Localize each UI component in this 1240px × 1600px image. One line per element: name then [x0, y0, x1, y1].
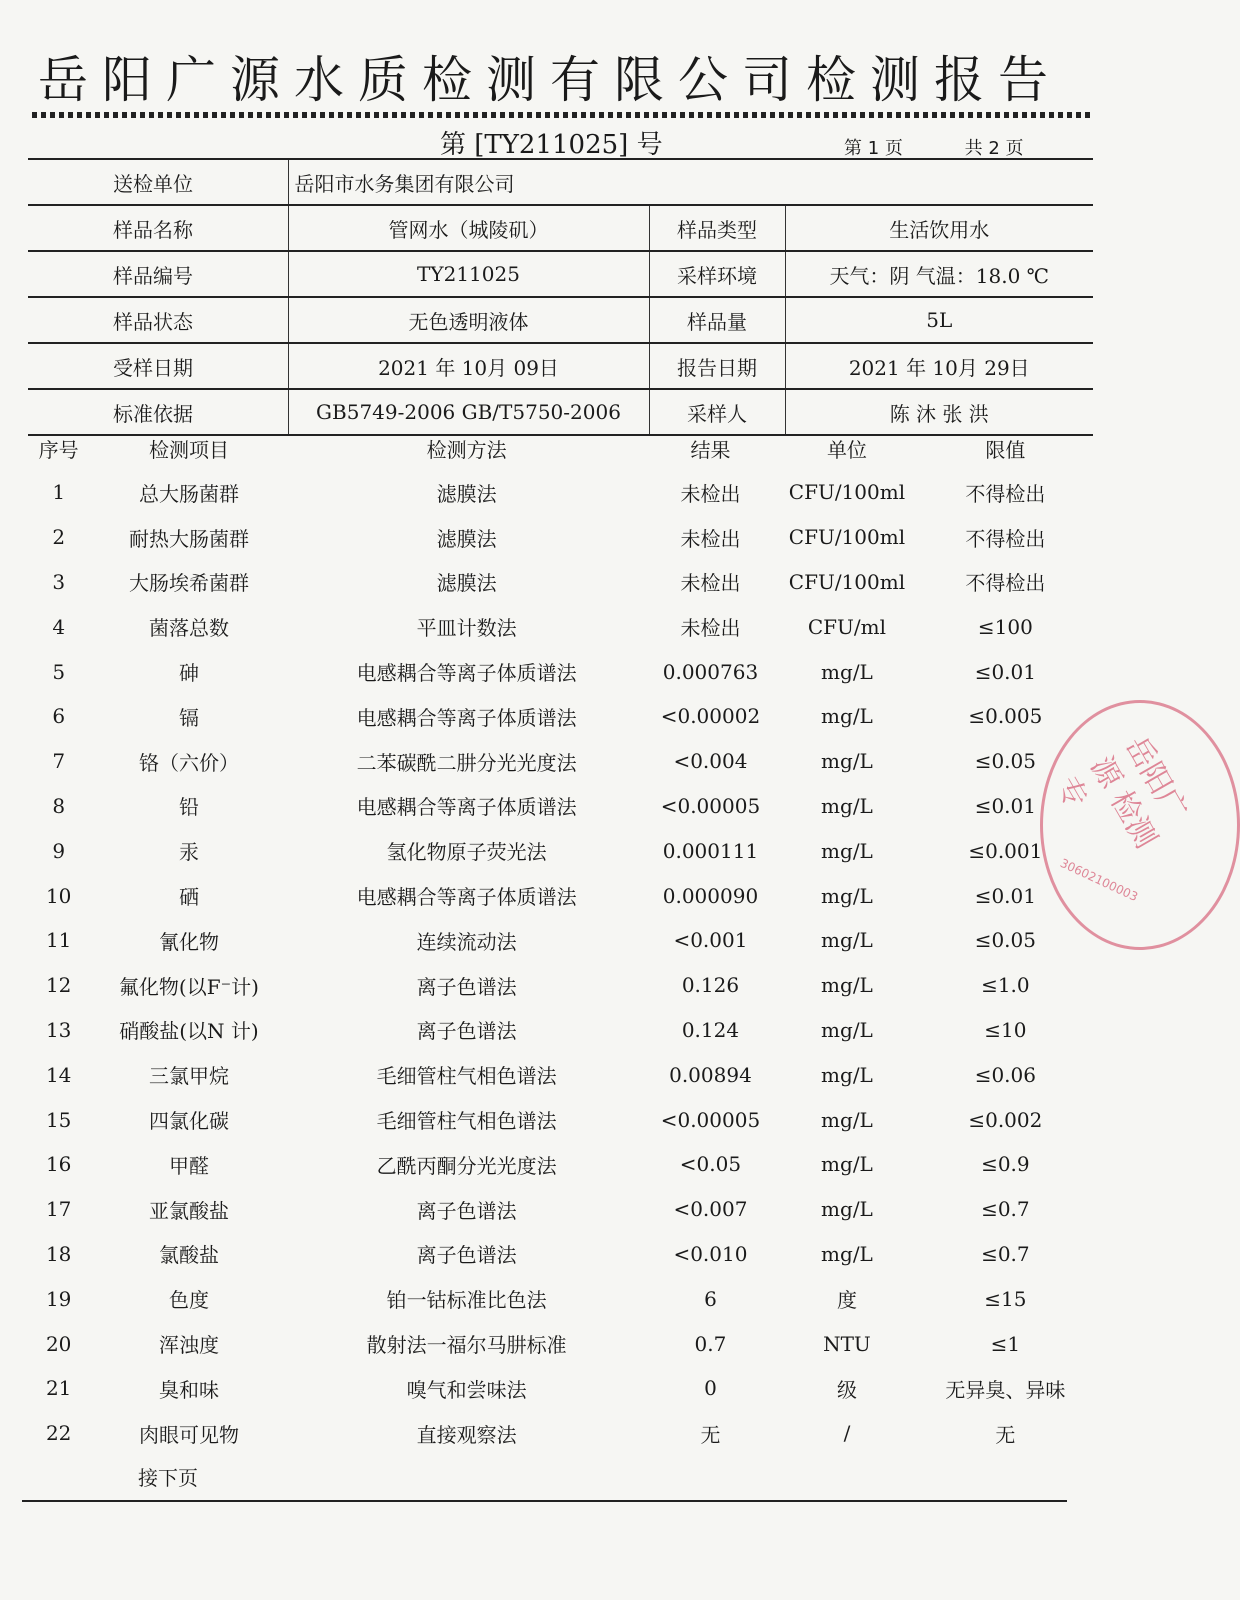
- cell-limit: ≤0.06: [974, 1062, 1036, 1087]
- cell-method: 离子色谱法: [416, 1019, 517, 1044]
- cell-item: 铬（六价）: [138, 750, 239, 775]
- cell-unit: mg/L: [821, 749, 873, 774]
- cell-index: 2: [52, 525, 66, 550]
- amount-label: 样品量: [649, 297, 785, 343]
- cell-index: 11: [45, 928, 72, 953]
- cell-result: 0.000763: [662, 659, 759, 684]
- cell-limit: 不得检出: [965, 571, 1046, 596]
- cell-method: 电感耦合等离子体质谱法: [356, 661, 577, 686]
- standard-label: 标准依据: [28, 389, 288, 435]
- cell-method: 离子色谱法: [416, 974, 517, 999]
- cell-item: 亚氯酸盐: [148, 1198, 229, 1223]
- cell-limit: ≤0.01: [974, 883, 1036, 908]
- cell-method: 直接观察法: [416, 1422, 517, 1447]
- cell-result: 6: [704, 1286, 717, 1311]
- cell-unit: mg/L: [821, 659, 873, 684]
- cell-unit: CFU/ml: [807, 614, 887, 639]
- cell-result: <0.00002: [660, 704, 761, 729]
- continue-note: 接下页: [138, 1466, 198, 1490]
- cell-result: 0.126: [681, 973, 740, 998]
- cell-index: 10: [45, 883, 72, 908]
- cell-method: 离子色谱法: [416, 1198, 517, 1223]
- cell-item: 四氯化碳: [148, 1109, 229, 1134]
- table-row: [28, 828, 1093, 873]
- cell-unit: mg/L: [821, 1152, 873, 1177]
- cell-item: 硒: [178, 885, 199, 910]
- cell-index: 20: [45, 1331, 72, 1356]
- cell-index: 18: [45, 1241, 72, 1266]
- cell-index: 5: [52, 659, 66, 684]
- cell-index: 12: [45, 973, 72, 998]
- cell-item: 甲醛: [168, 1153, 209, 1178]
- cell-index: 14: [45, 1062, 72, 1087]
- cell-limit: ≤0.9: [981, 1152, 1030, 1177]
- cell-limit: ≤0.005: [968, 704, 1043, 729]
- cell-item: 耐热大肠菌群: [128, 526, 249, 551]
- cell-result: <0.00005: [660, 1107, 761, 1132]
- cell-result: 未检出: [680, 616, 741, 641]
- amount-value: 5L: [785, 297, 1093, 343]
- cell-limit: ≤0.7: [981, 1241, 1030, 1266]
- header-limit: 限值: [985, 437, 1026, 462]
- cell-method: 二苯碳酰二肼分光光度法: [356, 750, 577, 775]
- cell-item: 菌落总数: [148, 616, 229, 641]
- info-row-submitter: [28, 159, 1093, 205]
- info-row-dates: [28, 343, 1093, 389]
- table-row: [28, 1187, 1093, 1232]
- table-row: [28, 1321, 1093, 1366]
- cell-result: <0.00005: [660, 793, 761, 818]
- cell-index: 22: [45, 1421, 72, 1446]
- sample-no-label: 样品编号: [28, 251, 288, 297]
- table-row: [28, 1097, 1093, 1142]
- cell-method: 滤膜法: [436, 481, 497, 506]
- header-unit: 单位: [826, 437, 867, 462]
- table-row: [28, 963, 1093, 1008]
- recv-date-label: 受样日期: [28, 343, 288, 389]
- table-row: [28, 1232, 1093, 1277]
- state-label: 样品状态: [28, 297, 288, 343]
- cell-item: 总大肠菌群: [138, 481, 239, 506]
- page-current: 第 1 页: [844, 138, 903, 159]
- cell-limit: ≤0.01: [974, 659, 1036, 684]
- table-row: [28, 1142, 1093, 1187]
- cell-unit: mg/L: [821, 1107, 873, 1132]
- cell-method: 散射法一福尔马肼标准: [366, 1333, 567, 1358]
- cell-unit: NTU: [823, 1331, 871, 1356]
- cell-result: 0.000090: [662, 883, 759, 908]
- cell-result: <0.004: [673, 749, 748, 774]
- cell-item: 肉眼可见物: [138, 1422, 239, 1447]
- cell-result: 未检出: [680, 571, 741, 596]
- cell-unit: 度: [836, 1288, 857, 1313]
- cell-unit: mg/L: [821, 1062, 873, 1087]
- cell-index: 3: [52, 569, 66, 594]
- table-row: [28, 739, 1093, 784]
- cell-item: 汞: [178, 840, 199, 865]
- cell-limit: ≤0.05: [974, 928, 1036, 953]
- cell-result: 0.7: [694, 1331, 727, 1356]
- table-row: [28, 1276, 1093, 1321]
- cell-item: 镉: [178, 705, 199, 730]
- results-table: [28, 426, 1093, 1456]
- cell-unit: mg/L: [821, 883, 873, 908]
- cell-method: 电感耦合等离子体质谱法: [356, 795, 577, 820]
- table-row: [28, 1411, 1093, 1456]
- cell-limit: ≤0.002: [968, 1107, 1043, 1132]
- cell-method: 离子色谱法: [416, 1243, 517, 1268]
- cell-method: 乙酰丙酮分光光度法: [376, 1153, 557, 1178]
- header-result: 结果: [690, 437, 731, 462]
- cell-limit: ≤0.001: [968, 838, 1043, 863]
- cell-unit: /: [843, 1421, 851, 1446]
- cell-method: 电感耦合等离子体质谱法: [356, 705, 577, 730]
- cell-item: 砷: [178, 661, 199, 686]
- seal-text: 岳阳广源 检测专: [1048, 730, 1194, 855]
- header-method: 检测方法: [426, 437, 507, 462]
- sampler-label: 采样人: [649, 389, 785, 435]
- cell-index: 13: [45, 1017, 72, 1042]
- cell-item: 氯酸盐: [158, 1243, 219, 1268]
- cell-method: 滤膜法: [436, 526, 497, 551]
- cell-limit: 无: [995, 1422, 1016, 1447]
- cell-unit: mg/L: [821, 973, 873, 998]
- submitter-value: 岳阳市水务集团有限公司: [288, 159, 1093, 205]
- table-row: [28, 470, 1093, 515]
- table-row: [28, 604, 1093, 649]
- cell-index: 9: [52, 838, 66, 863]
- report-date-label: 报告日期: [649, 343, 785, 389]
- cell-result: 0.00894: [669, 1062, 752, 1087]
- state-value: 无色透明液体: [288, 297, 649, 343]
- results-header-row: [28, 426, 1093, 470]
- cell-unit: mg/L: [821, 838, 873, 863]
- table-row: [28, 1052, 1093, 1097]
- cell-unit: mg/L: [821, 704, 873, 729]
- sample-name-label: 样品名称: [28, 205, 288, 251]
- cell-unit: CFU/100ml: [788, 525, 906, 550]
- cell-index: 16: [45, 1152, 72, 1177]
- cell-method: 平皿计数法: [416, 616, 517, 641]
- cell-unit: mg/L: [821, 928, 873, 953]
- sampler-value: 陈 沐 张 洪: [785, 389, 1093, 435]
- cell-item: 氰化物: [158, 929, 219, 954]
- official-seal: [1040, 700, 1240, 950]
- cell-result: <0.007: [673, 1197, 748, 1222]
- cell-index: 17: [45, 1197, 72, 1222]
- cell-item: 浑浊度: [158, 1333, 219, 1358]
- table-row: [28, 918, 1093, 963]
- table-row: [28, 1008, 1093, 1053]
- cell-item: 三氯甲烷: [148, 1064, 229, 1089]
- table-row: [28, 694, 1093, 739]
- cell-result: 0.124: [681, 1017, 740, 1042]
- cell-item: 氟化物(以F⁻计): [118, 974, 259, 999]
- cell-limit: ≤0.01: [974, 793, 1036, 818]
- cell-index: 8: [52, 793, 66, 818]
- cell-method: 嗅气和尝味法: [406, 1377, 527, 1402]
- cell-unit: mg/L: [821, 1241, 873, 1266]
- sample-info-table: [28, 158, 1093, 436]
- info-row-state: [28, 297, 1093, 343]
- cell-result: <0.001: [673, 928, 748, 953]
- table-row: [28, 1366, 1093, 1411]
- report-date-value: 2021 年 10月 29日: [785, 343, 1093, 389]
- cell-limit: ≤1: [990, 1331, 1021, 1356]
- cell-index: 19: [45, 1286, 72, 1311]
- cell-method: 滤膜法: [436, 571, 497, 596]
- table-row: [28, 873, 1093, 918]
- cell-result: 未检出: [680, 526, 741, 551]
- report-number: 第 [TY211025] 号: [440, 130, 663, 160]
- table-row: [28, 649, 1093, 694]
- page-total: 共 2 页: [964, 138, 1024, 159]
- info-row-name: [28, 205, 1093, 251]
- cell-unit: mg/L: [821, 793, 873, 818]
- cell-limit: ≤100: [977, 614, 1033, 639]
- results-body: [28, 470, 1093, 1456]
- cell-limit: ≤0.7: [981, 1197, 1030, 1222]
- cell-unit: CFU/100ml: [788, 480, 906, 505]
- header-index: 序号: [38, 437, 79, 462]
- submitter-label: 送检单位: [28, 159, 288, 205]
- title-dotted-divider: [32, 112, 1090, 118]
- cell-index: 15: [45, 1107, 72, 1132]
- table-row: [28, 515, 1093, 560]
- cell-index: 1: [52, 480, 66, 505]
- report-title: 岳阳广源水质检测有限公司检测报告: [38, 51, 1062, 109]
- cell-item: 臭和味: [158, 1377, 219, 1402]
- bottom-divider: [22, 1500, 1067, 1502]
- cell-result: <0.010: [673, 1241, 748, 1266]
- cell-index: 21: [45, 1376, 72, 1401]
- sample-no-value: TY211025: [288, 251, 649, 297]
- env-value: 天气：阴 气温：18.0 ℃: [785, 251, 1093, 297]
- header-item: 检测项目: [148, 437, 229, 462]
- cell-method: 氢化物原子荧光法: [386, 840, 547, 865]
- table-row: [28, 784, 1093, 829]
- cell-method: 电感耦合等离子体质谱法: [356, 885, 577, 910]
- cell-item: 大肠埃希菌群: [128, 571, 249, 596]
- cell-item: 色度: [168, 1288, 209, 1313]
- info-row-number: [28, 251, 1093, 297]
- cell-result: 0.000111: [662, 838, 759, 863]
- cell-method: 毛细管柱气相色谱法: [376, 1109, 557, 1134]
- page-info: [838, 134, 1030, 160]
- cell-index: 7: [52, 749, 66, 774]
- table-row: [28, 560, 1093, 605]
- cell-method: 连续流动法: [416, 929, 517, 954]
- env-label: 采样环境: [649, 251, 785, 297]
- cell-limit: 不得检出: [965, 481, 1046, 506]
- sample-type-value: 生活饮用水: [785, 205, 1093, 251]
- cell-unit: mg/L: [821, 1197, 873, 1222]
- cell-unit: mg/L: [821, 1017, 873, 1042]
- recv-date-value: 2021 年 10月 09日: [288, 343, 649, 389]
- cell-unit: 级: [836, 1377, 857, 1402]
- cell-method: 铂一钴标准比色法: [386, 1288, 547, 1313]
- cell-result: 未检出: [680, 481, 741, 506]
- cell-index: 6: [52, 704, 66, 729]
- sample-type-label: 样品类型: [649, 205, 785, 251]
- standard-value: GB5749-2006 GB/T5750-2006: [288, 389, 649, 435]
- cell-result: <0.05: [679, 1152, 742, 1177]
- cell-item: 硝酸盐(以N 计): [119, 1019, 259, 1044]
- cell-result: 无: [700, 1422, 721, 1447]
- seal-code: 30602100003: [1057, 855, 1141, 905]
- cell-method: 毛细管柱气相色谱法: [376, 1064, 557, 1089]
- sample-name-value: 管网水（城陵矶）: [288, 205, 649, 251]
- cell-item: 铅: [178, 795, 199, 820]
- cell-limit: ≤1.0: [981, 973, 1030, 998]
- cell-limit: 不得检出: [965, 526, 1046, 551]
- cell-limit: ≤10: [984, 1017, 1027, 1042]
- cell-result: 0: [704, 1376, 717, 1401]
- cell-limit: ≤0.05: [974, 749, 1036, 774]
- cell-unit: CFU/100ml: [788, 569, 906, 594]
- cell-limit: 无异臭、异味: [945, 1377, 1066, 1402]
- cell-index: 4: [52, 614, 66, 639]
- cell-limit: ≤15: [984, 1286, 1027, 1311]
